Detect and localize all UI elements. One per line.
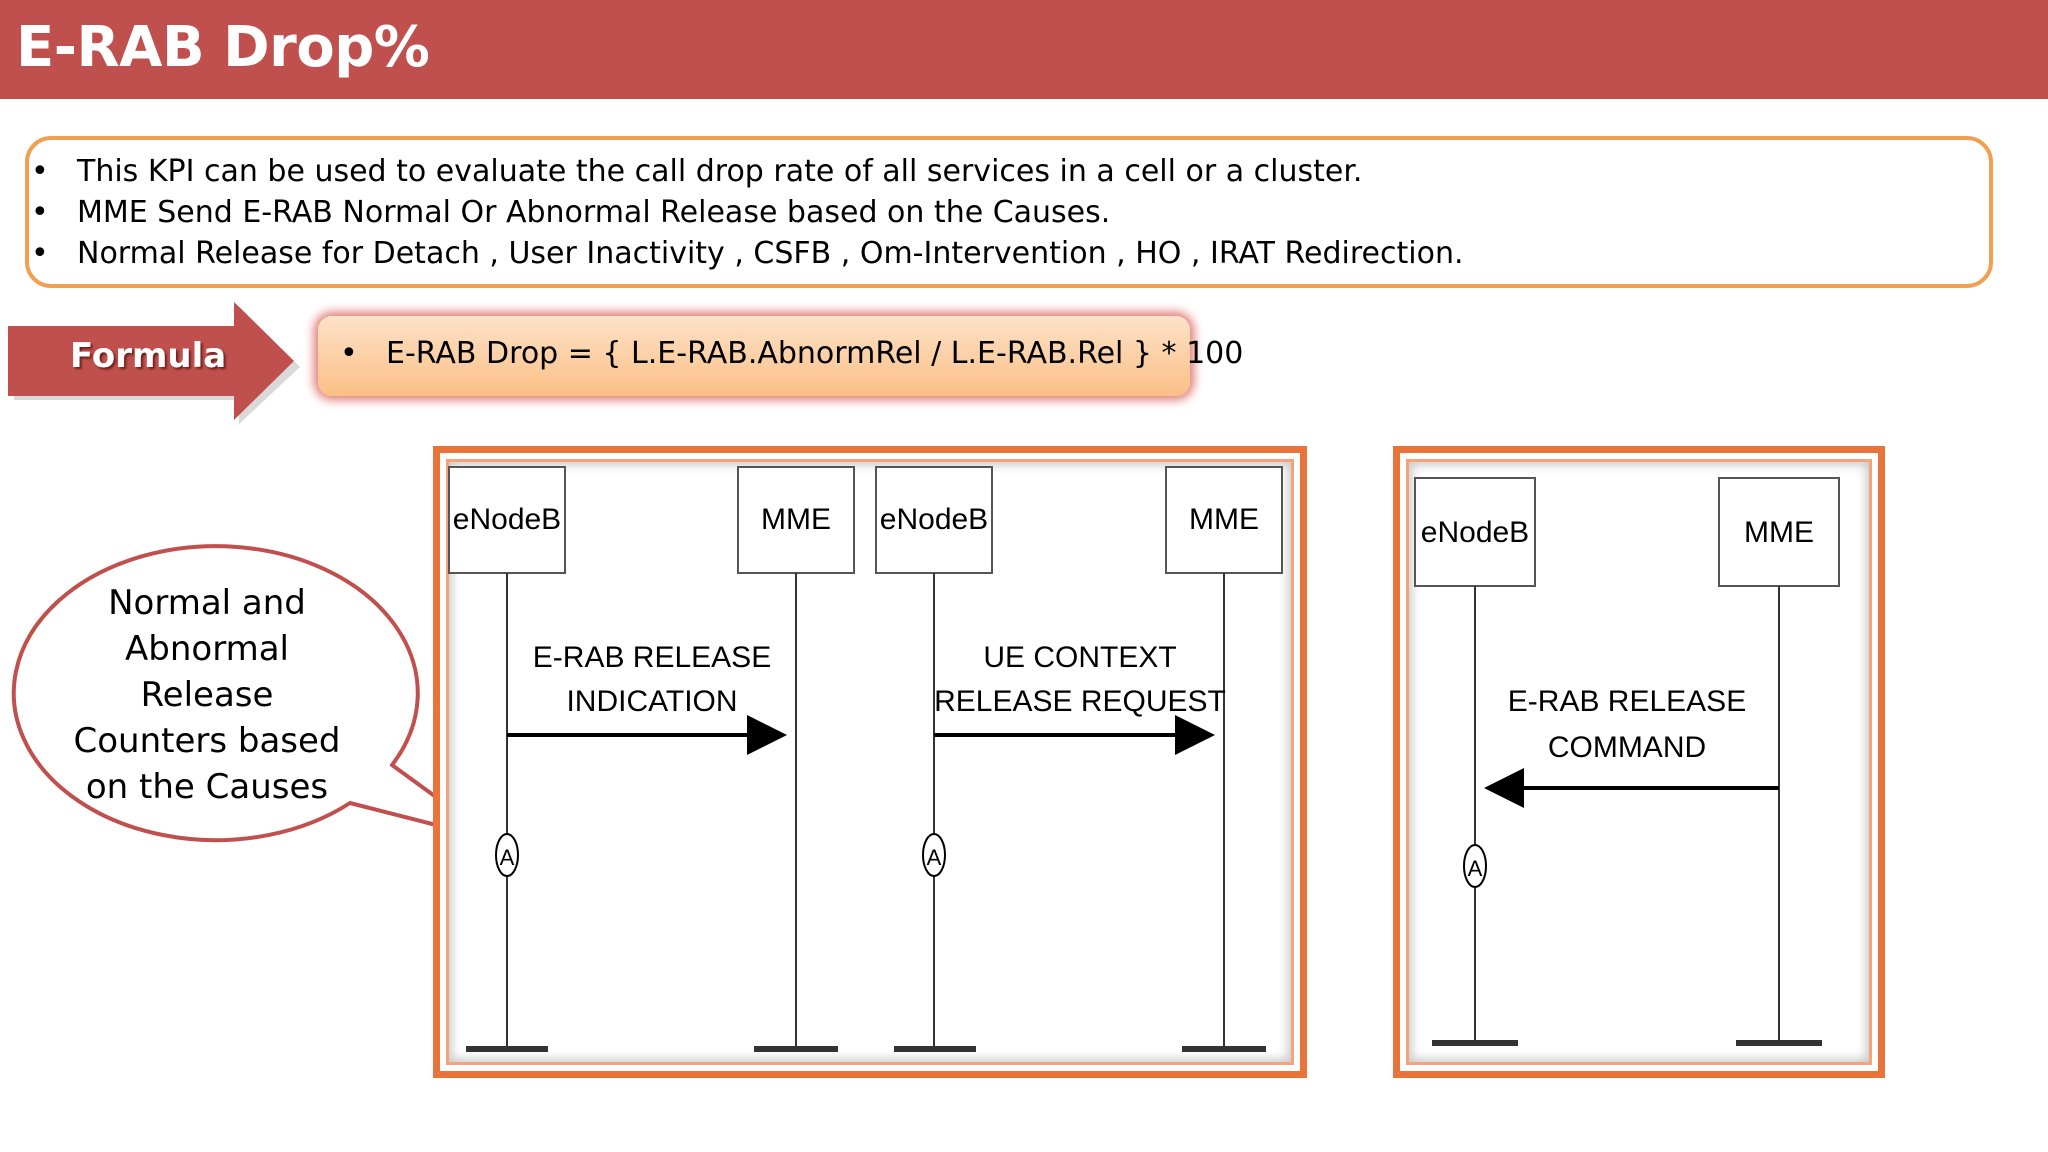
bullet-item — [31, 195, 1111, 230]
bullet-dot: • — [31, 195, 49, 230]
enodeb-label: eNodeB — [879, 503, 989, 536]
bullet-text: Normal Release for Detach , User Inactivity , CSFB , Om-Intervention , HO , IRAT Redirection. — [77, 236, 1464, 271]
bullet-item — [31, 154, 1363, 189]
callout-line: Normal and — [108, 583, 306, 623]
bullet-text: This KPI can be used to evaluate the call drop rate of all services in a cell or a cluster. — [77, 154, 1363, 189]
formula-text: E-RAB Drop = { L.E-RAB.AbnormRel / L.E-RAB.Rel } * 100 — [386, 336, 1244, 371]
sequence-diagram-panel-left — [433, 446, 1307, 1078]
message-label: UE CONTEXT — [983, 641, 1177, 674]
bullet-dot: • — [340, 336, 358, 371]
callout-text — [54, 580, 360, 810]
callout-line: Counters based — [73, 721, 341, 761]
marker-label: A — [926, 845, 942, 870]
message-label: COMMAND — [1547, 731, 1707, 764]
message-label: RELEASE REQUEST — [934, 685, 1226, 718]
message-label: E-RAB RELEASE — [1507, 685, 1747, 718]
kpi-description-box — [25, 136, 1993, 288]
sequence-diagram-panel-right — [1393, 446, 1885, 1078]
callout-line: Abnormal — [125, 629, 289, 669]
marker-label: A — [1467, 856, 1483, 881]
sequence-diagram-left — [440, 453, 1300, 1071]
formula-label: Formula — [70, 336, 227, 376]
bullet-dot: • — [31, 154, 49, 189]
marker-label: A — [499, 845, 515, 870]
bullet-item — [31, 236, 1464, 271]
page-title: E-RAB Drop% — [16, 15, 430, 80]
sequence-diagram-b — [876, 467, 1282, 1049]
enodeb-label: eNodeB — [1420, 516, 1530, 549]
bullet-dot: • — [31, 236, 49, 271]
mme-label: MME — [1744, 516, 1814, 549]
bullet-text: MME Send E-RAB Normal Or Abnormal Release based on the Causes. — [77, 195, 1111, 230]
mme-label: MME — [1189, 503, 1259, 536]
formula-box — [318, 316, 1244, 396]
callout-line: on the Causes — [85, 767, 329, 807]
title-bar — [0, 0, 2048, 99]
mme-label: MME — [761, 503, 831, 536]
callout-line: Release — [140, 675, 274, 715]
enodeb-label: eNodeB — [452, 503, 562, 536]
message-label: E-RAB RELEASE — [532, 641, 772, 674]
sequence-diagram-a — [449, 467, 854, 1049]
message-label: INDICATION — [566, 685, 738, 718]
sequence-diagram-right — [1400, 453, 1878, 1071]
